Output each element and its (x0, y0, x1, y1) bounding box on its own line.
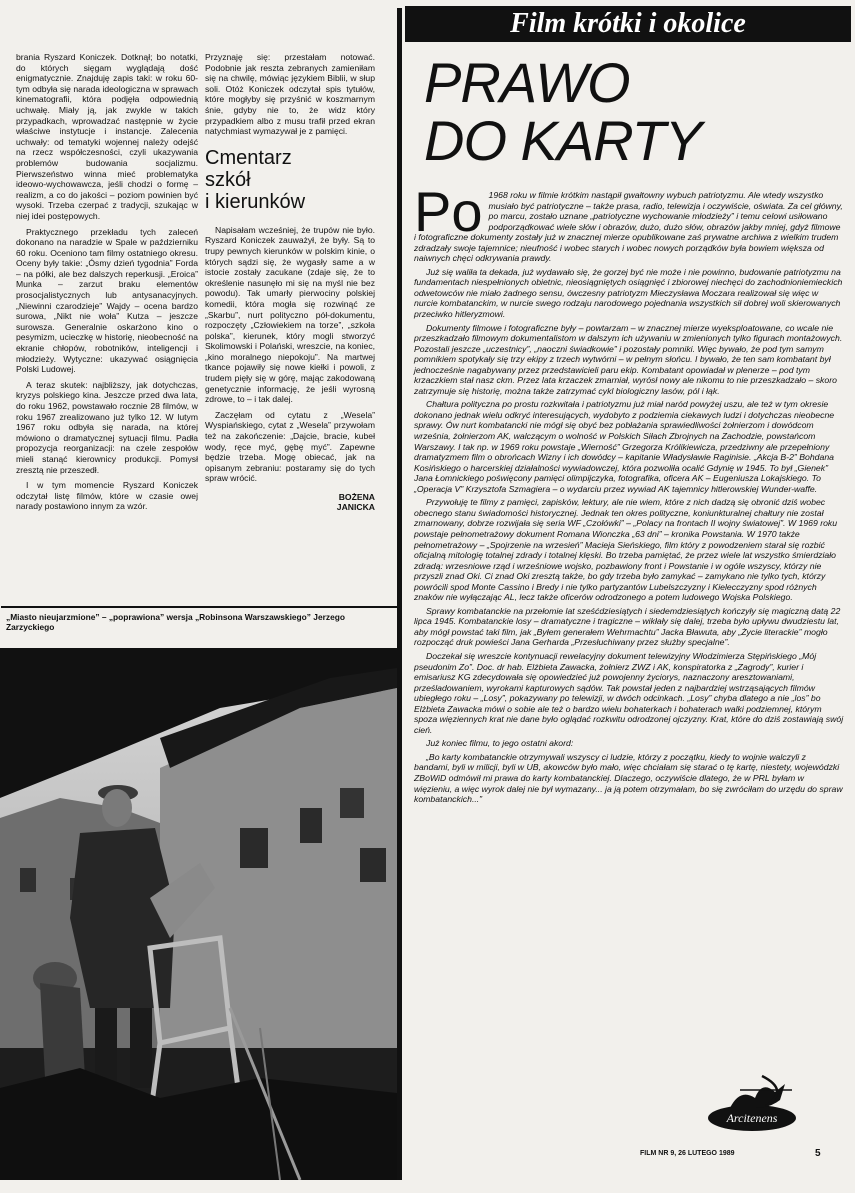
page-footer: FILM NR 9, 26 LUTEGO 1989 (640, 1150, 735, 1157)
photo-caption: „Miasto nieujarzmione” – „poprawiona” wersja „Robinsona Warszawskiego” Jerzego Zarzyckiego (6, 612, 345, 632)
author-byline: BOŻENA JANICKA (336, 492, 375, 512)
paragraph: Przywołuję te filmy z pamięci, zapisków, lektury, ale nie wiem, które z nich dadzą się obronić dziś wobec obecnego stanu świadomości historycznej. Jednak ten okres polityczne, koniunkturalnej chałtury nie został zmarnowany, dobrze rozwijała się seria WF „Czołówki” – „Polacy na frontach II wojny światowej”. W 1969 roku powstaje pełnometrażowy dokument Romana Wionczka „63 dni” – kronika Powstania. W 1970 także pełnometrażowy – „Spojrzenie na wrzesień” Macieja Sieńskiego, film który z powodzeniem starał się rozbić oficjalną mitologię totalnej zdrady i totalnej klęski. Bo trzeba pamiętać, że przez wiele lat wszystko śmierdziało zdradą: wrzesniowe rząd i wrześniowe wojsko, pozbawiony front i Powstanie i w ogóle wszyscy, którzy nie przyszli znad Oki. Ci znad Oki zresztą także, bo gdy trzeba było zamykać – zamykano nie tylko tych, którzy powrócili spod Monte Cassino i Bredy i nie tylko partyzantów Lubelszczyzny i Kielecczyzny spod różnych znaków nie wyłączając AL, lecz także oficerów odrodzonego a potem ludowego Wojska Polskiego. (414, 497, 838, 603)
paragraph: Sprawy kombatanckie na przełomie lat sześćdziesiątych i siedemdziesiątych kończyły się magiczną datą 22 lipca 1945. Kombatanckie losy – dramatyczne i tragiczne – wikłały się dalej, trzeba było upływu dwudziestu lat, aby mógł powstać taki film, jak „Byłem generałem Wehrmachtu” Jacka Bławuta, aby „Życie literackie” mogło rozpocząć druk powieści Jana Gerharda „Przesłuchiwany przez służby specjalne”. (414, 605, 841, 648)
section-title: Film krótki i okolice (405, 6, 851, 42)
paragraph: Praktycznego przekładu tych zaleceń dokonano na naradzie w Spale w październiku 60 roku. Oceniono tam filmy ostatniego okresu. Oceny były takie: „Ósmy dzień tygodnia” Forda – na półki, ale bez dalszych reperkusji. „Eroica” Munka – zarzut braku elementów prosocjalistycznych lub antysanacyjnych. „Niewinni czarodzieje” Wajdy – ocena bardzo surowa, „Nikt nie woła” Kutza – jeszcze surowsza. Generalnie oskarżono kino o pesymizm, ucieczkę w historię, nieobecność na ekranie chłopów, robotników, inteligencji i młodzieży. Wytyczne: ukazywać osiągnięcia Polski Ludowej. (16, 226, 198, 375)
paragraph: 1968 roku w filmie krótkim nastąpił gwałtowny wybuch patriotyzmu. Ale wtedy wszystko musiało być patriotyczne – także prasa, radio, telewizja i oczywiście, oświata. Za cel główny, po marcu, zostało uznane „patriotyczne wychowanie młodzieży” i temu celowi usiłowano podporządkować wiele słów i obrazów, dużo, dużo słów, obrazów jakby mniej, gdyż filmowe i fotograficzne dokumenty zostały już w znacznej mierze opublikowane zaś prywatne archiwa z wielkim trudem zdradzały swoje tajemnice; nieufność i wobec starych i wobec nowych porządków była bowiem większa od naiwnych chęci odkrywania prawdy. (414, 190, 843, 264)
article-column-1 (16, 52, 198, 517)
paragraph: Doczekał się wreszcie kontynuacji rewelacyjny dokument telewizyjny Włodzimierza Stępińskiego „Mój pseudonim Zo”. Doc. dr hab. Elżbieta Zawacka, żołnierz ZWZ i AK, konspiratorka z „Zagrody”, kurier i emisariusz KG zdecydowała się opowiedzieć już powojenny życiorys, naznaczony aresztowaniami, prześladowaniem, wyrokami kapturowych sądów. Tak powstał jeden z najbardziej wstrząsających filmów ubiegłego roku – „Losy”, pokazywany po telewizji, w dwóch odcinkach. „Losy” chyba dlatego a nie „los” bo Elżbieta Zawacka mówi o sobie ale też o bardzo wielu bohaterkach i bohaterach walki podziemnej, którym spoza więziennych krat nie dane było oglądać rozkwitu odrodzonej ojczyzny. Krat, które do dziś zostawiają swój cień. (414, 650, 844, 735)
divider (1, 606, 398, 608)
drop-cap: Po (414, 180, 483, 243)
column-divider (397, 8, 402, 1180)
paragraph: Zaczęłam od cytatu z „Wesela” Wyspiańskiego, cytat z „Wesela” przywołam też na zakończenie: „Dajcie, bracie, kubeł wody, ręce myć, gębę myć”. Zapewne będzie trzeba. Mogę obiecać, jak na opisanym zebraniu: postaramy się do tych spraw wrócić. (205, 409, 375, 484)
film-still-photo (0, 648, 397, 1180)
paragraph: Już koniec filmu, to jego ostatni akord: (426, 738, 574, 749)
paragraph: Przyznaję się: przestałam notować. Podobnie jak reszta zebranych zamieniłam się na chwilę, mówiąc językiem Biblii, w słup soli. Otóż Koniczek odczytał spis tytułów, które mogłyby się przyśnić w koszmarnym śnie, gdyby nie to, że widz który przypadkiem albo z musu trafił przed ekran natychmiast wymazywał je z pamięci. (205, 52, 375, 137)
subheading: Cmentarz szkół i kierunków (205, 146, 306, 213)
arcitenens-logo (700, 1070, 810, 1140)
page-number: 5 (815, 1148, 821, 1159)
paragraph: Chałtura polityczna po prostu rozkwitała i patriotyzmu już miał naród powyżej uszu, ale też w tym okresie dokonano jednak wielu odkryć interesujących, wydobyto z podziemia ciekawych ludzi i dotychczas nieobecne sprawy. Ów nurt kombatancki nie mógł się obyć bez pobłażania sprawiedliwości żołnierzom i dowódcom września, żołnierzom AK, walczącym o wolność w Polskich Siłach Zbrojnych na Zachodzie, powstańcom Warszawy. I tak np. w 1969 roku powstaje „Wierność” Grzegorza Królikiewicza, przedziwny ale przepełniony dramatyzmem film o obrońcach Wizny i ich dowódcy – kapitanie Władysławie Raginisie. „Akcja B-2” Bohdana Kosińskiego o harcerskiej działalności wywiadowczej, która pozwoliła ocalić Gdynię w 1945. To był „Gienek” Jana Łomnickiego poświęcony pamięci olimpijczyka, fotografika, oficera AK – Eugeniusza Lokajskiego. To „Operacja V” Krzysztofa Szmagiera – o wydarciu przez wywiad AK tajemnicy hitlerowskiej Wunder-waffe. (414, 399, 835, 494)
film-still-illustration (0, 648, 397, 1180)
paragraph: I w tym momencie Ryszard Koniczek odczytał listę filmów, które w czasie owej narady postawiono innym za wzór. (16, 480, 198, 512)
paragraph: Dokumenty filmowe i fotograficzne były – powtarzam – w znacznej mierze wyeksploatowane, co wcale nie przeszkadzało filmowym dokumentalistom w dalszym ich używaniu w zmienionych tylko figurach montażowych. Pozostali jeszcze „uczestnicy”, „naoczni świadkowie” i pozostały pomniki. Więc bywało, że pod tym samym pomnikiem spotykały się trzy ekipy z trzech wytwórni – w pełnym słońcu. I bywało, że ten sam kombatant był jednocześnie nagabywany przez przedstawicieli paru ekip. Kombatant opowiadał w plenerze – pod tym krzaczkiem stał nasz ckm. Przez lata krzaczek zmarniał, wyrósł nowy ale nikomu to nie przeszkadzało – skoro zatrzymuje się historię, można także zatrzymać cykl biologiczny lasów, pól i łąk. (414, 322, 843, 396)
paragraph: Napisałam wcześniej, że trupów nie było. Ryszard Koniczek zauważył, że były. Są to trupy pewnych kierunków w polskim kinie, o których sądzi się, że wygasły same a w istocie zostały zacukane (zdaje się, że to określenie nasunęło mi się na myśl nie bez powodu). Tak umarły pierwociny polskiej komedii, która mogła się rozwinąć ze „Skarbu”, nurt polityczno pół-dokumentu, rozpoczęty „Człowiekiem na torze”, „szkoła polska”, kierunek, który mogli stworzyć Skolimowski i Polański, wreszcie, na koniec, „kino moralnego niepokoju”. Na martwej tkance pojawiły się nowe kiełki i powoli, z trudem pięły się w górę, mając zakodowaną genetycznie informację, że jeśli wyrosną zdrowe, to – i tak dalej. (205, 224, 375, 405)
article-column-2 (205, 52, 375, 512)
paragraph: brania Ryszard Koniczek. Dotknął; bo notatki, do których sięgam wyglądają dość enigmatycznie. Znajduję zapis taki: w roku 60-tym odbyła się narada ideologiczna w sprawach kinematografii, która podjęła odpowiednią uchwałę. Miały ją, jak zwykle w takich przypadkach, wprowadzać następnie w życie właściwe instytucje i instancje. Zalecenia uchwały: od tematyki wojennej należy odejść na rzecz współczesności, czyli ukazywania problemów budowania socjalizmu. Pierwszeństwo winna mieć problematyka ideowo-wychowawcza, jeśli chodzi o formę – realizm, a co do jakości – poziom powinien być wysoki. Trzeba czerpać z tradycji, szukając w niej idei postępowych. (16, 52, 199, 221)
article-column-3 (414, 180, 844, 808)
paragraph: Już się waliła ta dekada, już wydawało się, że gorzej być nie może i nie powinno, budowanie patriotyzmu na fundamentach niespełnionych obietnic, nieosiągniętych osiągnięć i zbiorowej niechęci do zachodnioniemieckich odwetowców nie miało żadnego sensu, ówczesny patriotyzm Mieczysława Moczara realizował się więc w nurcie kombatanckim, w nurcie swego rodzaju narodowego pojednania wszystkich sił dobrej woli skierowanych przeciwko hitleryzmowi. (414, 266, 843, 320)
archer-icon (700, 1070, 810, 1140)
quote-paragraph: „Bo karty kombatanckie otrzymywali wszyscy ci ludzie, którzy z początku, kiedy to wojnie walczyli z bandami, byli w milicji, byli w UB, akowców było mało, więc chciałam się starać o tę kartę, niestety, wojewódzki ZBoWiD odmówił mi prawa do karty kombatanckiej. Dlaczego, oczywiście dlatego, że w PRL byłam w więzieniu, a więc wyrok dalej nie był wymazany... ja ją potem otrzymałam, bo się zwróciłam do urzędu do spraw kombatanckich...” (414, 751, 843, 805)
paragraph: A teraz skutek: najbliższy, jak dotychczas, kryzys polskiego kina. Jeszcze przed dwa lata, do roku 1962, powstawało rocznie 28 filmów, w roku 1967 zrealizowano już tylko 12. W lutym 1967 roku odbyła się narada, na której mówiono o dramatycznej sytuacji filmu. Padła propozycja reorganizacji: na czele zespołów mieli stanąć kierownicy produkcji. Pomysł zresztą nie przeszedł. (16, 379, 198, 475)
logo-text: Arcitenens (726, 1111, 778, 1125)
article-headline: PRAWO DO KARTY (424, 51, 702, 172)
